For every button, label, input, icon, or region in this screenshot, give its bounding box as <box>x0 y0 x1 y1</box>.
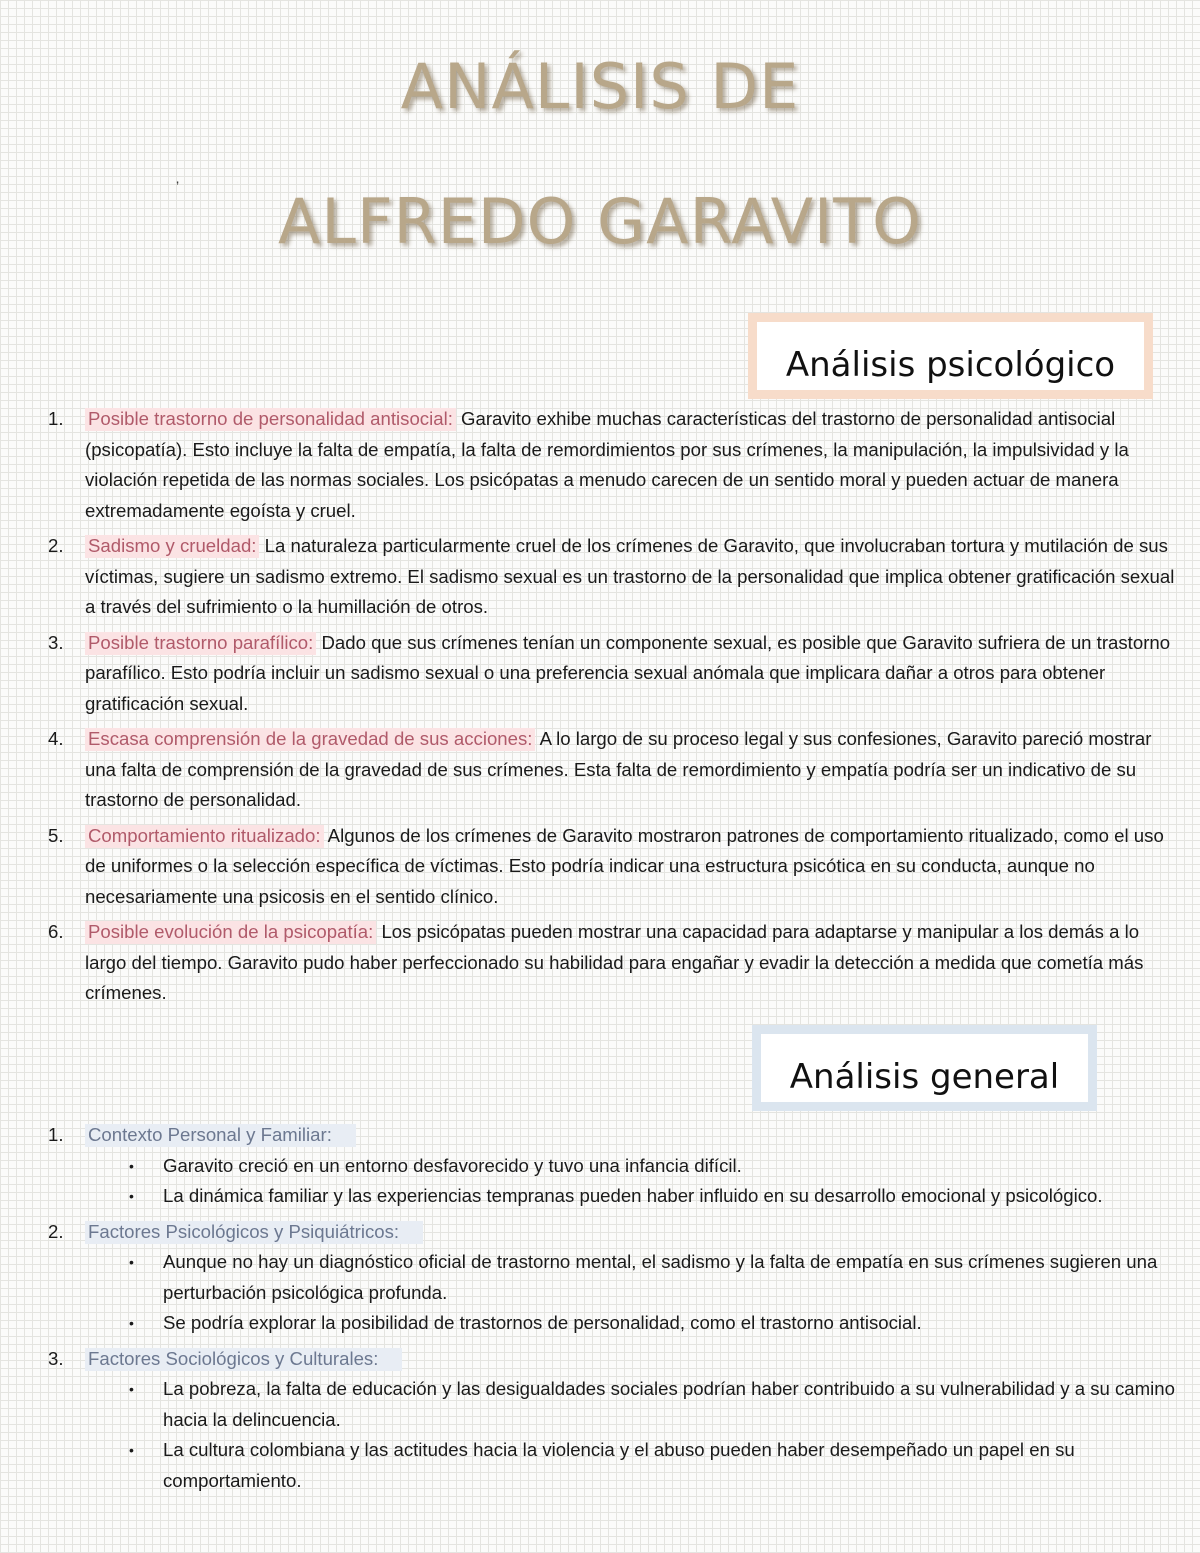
item-number: 2. <box>48 535 64 556</box>
list-item <box>48 821 1180 913</box>
item-label: Posible evolución de la psicopatía: <box>85 921 376 944</box>
bullet-text: La cultura colombiana y las actitudes hacia la violencia y el abuso pueden haber desempeñado un papel en su comportamiento. <box>163 1439 1075 1491</box>
bullet-icon: • <box>129 1157 134 1174</box>
bullet-text: La pobreza, la falta de educación y las desigualdades sociales podrían haber contribuido a su vulnerabilidad y a su camino hacia la delincuencia. <box>163 1378 1175 1430</box>
item-number: 1. <box>48 408 64 429</box>
bullet-item <box>85 1435 1180 1496</box>
item-label: Contexto Personal y Familiar: <box>85 1124 356 1147</box>
item-text: Los psicópatas pueden mostrar una capacidad para adaptarse y manipular a los demás a lo largo del tiempo. Garavito pudo haber perfeccionado su habilidad para engañar y evadir la detección a medida que cometía más crímenes. <box>85 921 1144 1003</box>
bullet-text: Se podría explorar la posibilidad de trastornos de personalidad, como el trastorno antisocial. <box>163 1312 922 1333</box>
item-number: 6. <box>48 921 64 942</box>
item-number: 2. <box>48 1220 64 1242</box>
list-item <box>48 724 1180 816</box>
psychological-analysis-list <box>48 404 1180 1014</box>
title-line-1: ANÁLISIS DE <box>400 50 800 123</box>
item-text: A lo largo de su proceso legal y sus confesiones, Garavito pareció mostrar una falta de comprensión de la gravedad de sus crímenes. Esta falta de remordimiento y empatía podría ser un indicativo de su trastorno de personalidad. <box>85 728 1152 810</box>
bullet-icon: • <box>129 1315 134 1331</box>
bullet-icon: • <box>129 1381 134 1397</box>
section-heading-general <box>752 1025 1097 1111</box>
general-analysis-list <box>48 1120 1180 1501</box>
bullet-text: Garavito creció en un entorno desfavorecido y tuvo una infancia difícil. <box>163 1154 742 1176</box>
item-label: Sadismo y crueldad: <box>85 535 259 558</box>
bullet-icon: • <box>129 1254 134 1270</box>
bullet-text: Aunque no hay un diagnóstico oficial de trastorno mental, el sadismo y la falta de empatía en sus crímenes sugieren una perturbación psicológica profunda. <box>163 1251 1158 1303</box>
item-text: Dado que sus crímenes tenían un componente sexual, es posible que Garavito sufriera de un trastorno parafílico. Esto podría incluir un sadismo sexual o una preferencia sexual anómala que implicara dañar a otros para obtener gratificación sexual. <box>85 631 1171 714</box>
bullet-list <box>85 1151 1180 1212</box>
list-item <box>48 404 1180 526</box>
item-number: 5. <box>48 824 64 846</box>
bullet-item <box>85 1247 1180 1308</box>
item-label: Factores Psicológicos y Psiquiátricos: <box>85 1221 423 1244</box>
item-label: Posible trastorno parafílico: <box>85 632 316 655</box>
bullet-item <box>85 1374 1180 1435</box>
item-number: 3. <box>48 631 64 653</box>
item-number: 1. <box>48 1124 64 1145</box>
bullet-icon: • <box>129 1442 134 1458</box>
list-item <box>48 1120 1180 1212</box>
bullet-list <box>85 1247 1180 1339</box>
bullet-item <box>85 1181 1180 1212</box>
item-number: 4. <box>48 728 64 749</box>
item-label: Factores Sociológicos y Culturales: <box>85 1348 402 1371</box>
bullet-item <box>85 1308 1180 1339</box>
item-label: Escasa comprensión de la gravedad de sus acciones: <box>85 728 535 751</box>
list-item <box>48 531 1180 623</box>
section-heading-label: Análisis psicológico <box>785 345 1116 385</box>
section-heading-psychological <box>748 313 1153 399</box>
list-item <box>48 628 1180 720</box>
bullet-list <box>85 1374 1180 1496</box>
bullet-icon: • <box>129 1188 134 1204</box>
section-heading-label: Análisis general <box>789 1057 1060 1097</box>
title-line-2: ALFREDO GARAVITO <box>278 185 922 258</box>
item-text: La naturaleza particularmente cruel de los crímenes de Garavito, que involucraban tortura y mutilación de sus víctimas, sugiere un sadismo extremo. El sadismo sexual es un trastorno de la personalidad que implica obtener gratificación sexual a través del sufrimiento o la humillación de otros. <box>85 535 1175 617</box>
bullet-text: La dinámica familiar y las experiencias tempranas pueden haber influido en su desarrollo emocional y psicológico. <box>163 1185 1103 1206</box>
list-item <box>48 1344 1180 1497</box>
item-label: Comportamiento ritualizado: <box>85 825 324 848</box>
stray-mark: ’ <box>176 178 180 194</box>
item-text: Algunos de los crímenes de Garavito mostraron patrones de comportamiento ritualizado, como el uso de uniformes o la selección específica de víctimas. Esto podría indicar una estructura psicótica en su conducta, aunque no necesariamente una psicosis en el sentido clínico. <box>85 824 1164 907</box>
list-item <box>48 1217 1180 1339</box>
item-text: Garavito exhibe muchas características del trastorno de personalidad antisocial (psicopatía). Esto incluye la falta de empatía, la falta de remordimientos por sus crímenes, la manipulación, la impulsividad y la violación repetida de las normas sociales. Los psicópatas a menudo carecen de un sentido moral y pueden actuar de manera extremadamente egoísta y cruel. <box>85 408 1129 521</box>
list-item <box>48 917 1180 1009</box>
bullet-item <box>85 1151 1180 1182</box>
item-label: Posible trastorno de personalidad antisocial: <box>85 408 456 431</box>
item-number: 3. <box>48 1347 64 1369</box>
